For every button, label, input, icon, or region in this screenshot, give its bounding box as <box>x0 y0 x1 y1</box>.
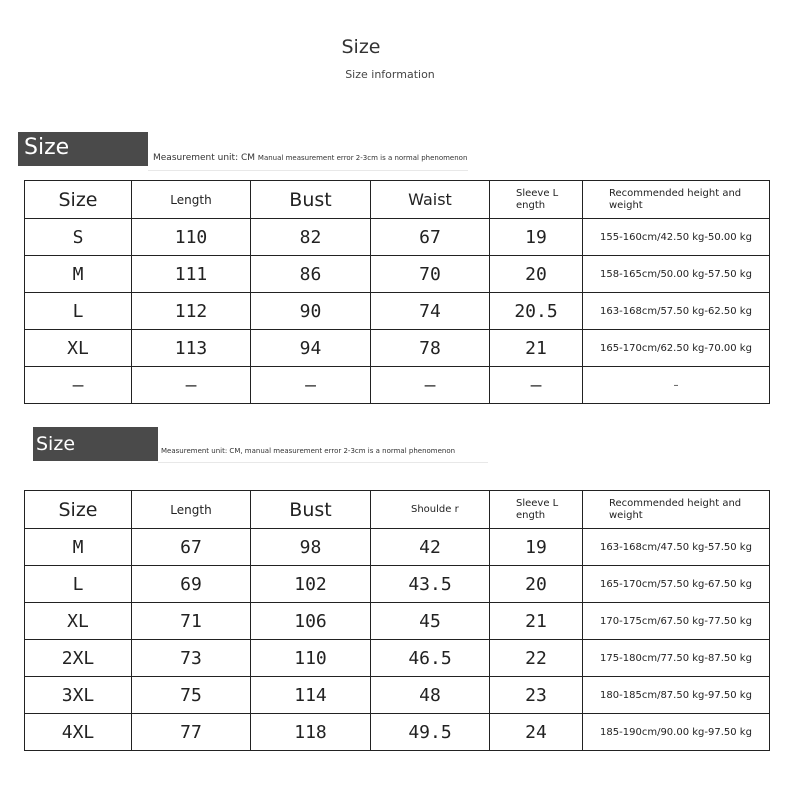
section1-size-bar <box>18 132 148 166</box>
header-bust: Bust <box>251 181 371 219</box>
cell-sleeve: – <box>490 367 583 404</box>
cell-recommended: 155-160cm/42.50 kg-50.00 kg <box>583 219 770 256</box>
cell-length: 112 <box>132 293 251 330</box>
cell-recommended: 165-170cm/57.50 kg-67.50 kg <box>583 566 770 603</box>
cell-length: 113 <box>132 330 251 367</box>
cell-bust: 106 <box>251 603 371 640</box>
table-row <box>25 293 770 330</box>
table-row <box>25 256 770 293</box>
size-table-1 <box>24 180 770 404</box>
page-title: Size <box>341 36 381 58</box>
page-subtitle: Size information <box>345 68 435 81</box>
cell-size: M <box>25 529 132 566</box>
cell-size: S <box>25 219 132 256</box>
table-header-row <box>25 181 770 219</box>
cell-bust: 102 <box>251 566 371 603</box>
table-row <box>25 330 770 367</box>
cell-size: L <box>25 566 132 603</box>
cell-length: 110 <box>132 219 251 256</box>
cell-size: 4XL <box>25 714 132 751</box>
cell-recommended: 180-185cm/87.50 kg-97.50 kg <box>583 677 770 714</box>
header-bust: Bust <box>251 491 371 529</box>
cell-shoulder: 48 <box>371 677 490 714</box>
cell-bust: 114 <box>251 677 371 714</box>
cell-length: 111 <box>132 256 251 293</box>
cell-recommended: 163-168cm/57.50 kg-62.50 kg <box>583 293 770 330</box>
section1-bar-label: Size <box>24 135 70 160</box>
cell-bust: 110 <box>251 640 371 677</box>
cell-length: 67 <box>132 529 251 566</box>
header-length: Length <box>132 491 251 529</box>
header-sleeve-length: Sleeve L ength <box>490 181 583 219</box>
cell-recommended: – <box>583 367 770 404</box>
cell-waist: 70 <box>371 256 490 293</box>
cell-length: 73 <box>132 640 251 677</box>
cell-sleeve: 20 <box>490 566 583 603</box>
cell-sleeve: 21 <box>490 603 583 640</box>
cell-length: 69 <box>132 566 251 603</box>
table-header-row <box>25 491 770 529</box>
cell-recommended: 165-170cm/62.50 kg-70.00 kg <box>583 330 770 367</box>
section2-measurement-note: Measurement unit: CM, manual measurement error 2-3cm is a normal phenomenon <box>161 447 456 455</box>
table-row <box>25 367 770 404</box>
cell-sleeve: 23 <box>490 677 583 714</box>
cell-bust: 90 <box>251 293 371 330</box>
header-sleeve-length: Sleeve L ength <box>490 491 583 529</box>
cell-shoulder: 42 <box>371 529 490 566</box>
cell-bust: 82 <box>251 219 371 256</box>
cell-recommended: 170-175cm/67.50 kg-77.50 kg <box>583 603 770 640</box>
cell-recommended: 163-168cm/47.50 kg-57.50 kg <box>583 529 770 566</box>
table-row <box>25 714 770 751</box>
section1-note-error: Manual measurement error 2-3cm is a normal phenomenon <box>257 154 468 162</box>
table-row <box>25 640 770 677</box>
header-length: Length <box>132 181 251 219</box>
header-shoulder-text: Shoulde r <box>411 503 459 515</box>
cell-size: XL <box>25 603 132 640</box>
table-row <box>25 566 770 603</box>
cell-shoulder: 49.5 <box>371 714 490 751</box>
header-waist: Waist <box>371 181 490 219</box>
section2-bar-label: Size <box>36 433 76 455</box>
cell-recommended: 185-190cm/90.00 kg-97.50 kg <box>583 714 770 751</box>
cell-waist: – <box>371 367 490 404</box>
table-row <box>25 219 770 256</box>
cell-waist: 67 <box>371 219 490 256</box>
cell-waist: 74 <box>371 293 490 330</box>
cell-length: 75 <box>132 677 251 714</box>
cell-shoulder: 45 <box>371 603 490 640</box>
header-recommended: Recommended height and weight <box>583 491 770 529</box>
cell-size: L <box>25 293 132 330</box>
cell-length: 71 <box>132 603 251 640</box>
section1-faint-rule <box>148 170 468 171</box>
section1-measurement-note <box>153 153 467 163</box>
cell-size: 3XL <box>25 677 132 714</box>
cell-length: – <box>132 367 251 404</box>
section2-faint-rule <box>158 462 488 463</box>
cell-sleeve: 20 <box>490 256 583 293</box>
table-row <box>25 677 770 714</box>
cell-sleeve: 20.5 <box>490 293 583 330</box>
cell-size: XL <box>25 330 132 367</box>
cell-bust: 118 <box>251 714 371 751</box>
cell-sleeve: 21 <box>490 330 583 367</box>
section2-size-bar <box>33 427 158 461</box>
cell-waist: 78 <box>371 330 490 367</box>
cell-sleeve: 19 <box>490 219 583 256</box>
cell-bust: 98 <box>251 529 371 566</box>
cell-size: 2XL <box>25 640 132 677</box>
header-recommended: Recommended height and weight <box>583 181 770 219</box>
header-size: Size <box>25 491 132 529</box>
cell-size: – <box>25 367 132 404</box>
cell-shoulder: 46.5 <box>371 640 490 677</box>
cell-size: M <box>25 256 132 293</box>
cell-shoulder: 43.5 <box>371 566 490 603</box>
cell-recommended: 175-180cm/77.50 kg-87.50 kg <box>583 640 770 677</box>
table-row <box>25 603 770 640</box>
cell-recommended: 158-165cm/50.00 kg-57.50 kg <box>583 256 770 293</box>
size-table-2 <box>24 490 770 751</box>
section1-note-unit: Measurement unit: CM <box>153 153 256 163</box>
cell-sleeve: 24 <box>490 714 583 751</box>
cell-bust: – <box>251 367 371 404</box>
header-size: Size <box>25 181 132 219</box>
cell-bust: 86 <box>251 256 371 293</box>
cell-length: 77 <box>132 714 251 751</box>
header-shoulder <box>371 491 490 529</box>
cell-bust: 94 <box>251 330 371 367</box>
table-row <box>25 529 770 566</box>
cell-sleeve: 22 <box>490 640 583 677</box>
cell-sleeve: 19 <box>490 529 583 566</box>
